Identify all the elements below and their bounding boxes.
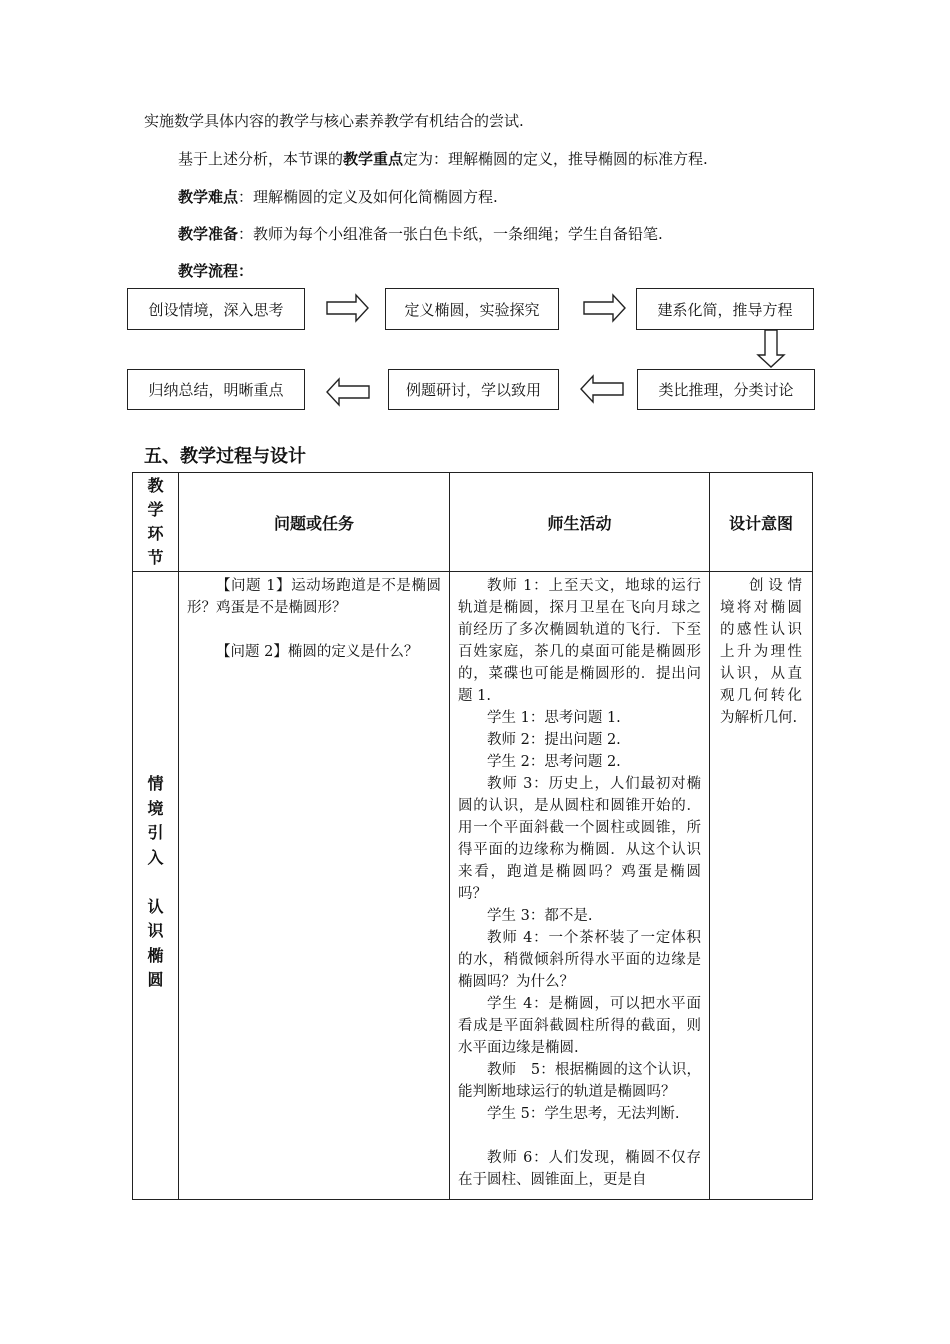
stage-chars bbox=[133, 572, 178, 993]
task-question-2: 【问题 2】椭圆的定义是什么？ bbox=[216, 644, 419, 660]
activity-list bbox=[450, 572, 709, 1191]
down-arrow-icon bbox=[756, 329, 786, 369]
stage-char: 情 bbox=[147, 774, 164, 793]
preparation-text: ：教师为每个小组准备一张白色卡纸，一条细绳；学生自备铅笔. bbox=[238, 225, 663, 243]
stage-cell bbox=[133, 572, 179, 1200]
stage-header-char: 教 bbox=[147, 476, 164, 495]
intent-header: 设计意图 bbox=[710, 473, 813, 572]
intro-line-1: 实施数学具体内容的教学与核心素养教学有机结合的尝试. bbox=[144, 112, 524, 130]
flow-step-6 bbox=[127, 369, 305, 410]
preparation-label: 教学准备 bbox=[178, 225, 239, 243]
left-arrow-icon bbox=[325, 377, 371, 407]
activity-item: 学生 5：学生思考，无法判断. bbox=[487, 1106, 680, 1122]
flow-step-1-label: 创设情境，深入思考 bbox=[148, 300, 284, 319]
stage-header-char: 学 bbox=[147, 500, 164, 519]
key-points-text: 定为：理解椭圆的定义，推导椭圆的标准方程. bbox=[403, 150, 708, 168]
stage-header-char: 环 bbox=[147, 524, 164, 543]
activity-item: 学生 2：思考问题 2. bbox=[487, 754, 621, 770]
task-header: 问题或任务 bbox=[179, 473, 450, 572]
activity-item: 教师 6：人们发现，椭圆不仅存在于圆柱、圆锥面上，更是自 bbox=[458, 1150, 701, 1188]
difficulty-line bbox=[178, 186, 498, 207]
flow-step-3-label: 建系化简，推导方程 bbox=[657, 300, 793, 319]
key-points-line bbox=[178, 148, 708, 169]
right-arrow-icon bbox=[326, 293, 370, 323]
flow-step-2-label: 定义椭圆，实验探究 bbox=[404, 300, 540, 319]
activity-item: 教师 4：一个茶杯装了一定体积的水，稍微倾斜所得水平面的边缘是椭圆吗？为什么？ bbox=[458, 930, 701, 990]
task-list bbox=[179, 572, 449, 663]
task-question-1: 【问题 1】运动场跑道是不是椭圆形？鸡蛋是不是椭圆形？ bbox=[187, 578, 441, 616]
flow-step-3 bbox=[636, 288, 814, 330]
stage-header bbox=[133, 473, 179, 572]
stage-header-char: 节 bbox=[147, 548, 164, 567]
intent-text: 创设情境将对椭圆的感性认识上升为理性认识，从直观几何转化为解析几何. bbox=[720, 578, 802, 726]
activity-item: 学生 1：思考问题 1. bbox=[487, 710, 621, 726]
key-points-prefix: 基于上述分析，本节课的 bbox=[178, 150, 344, 168]
activity-item: 学生 4：是椭圆，可以把水平面看成是平面斜截圆柱所得的截面，则水平面边缘是椭圆. bbox=[458, 996, 701, 1056]
left-arrow-icon bbox=[579, 374, 625, 404]
flow-step-5-label: 例题研讨，学以致用 bbox=[405, 381, 541, 399]
right-arrow-icon bbox=[583, 293, 627, 323]
activity-item: 教师 5：根据椭圆的这个认识，能判断地球运行的轨道是椭圆吗？ bbox=[458, 1062, 701, 1100]
activity-cell bbox=[450, 572, 710, 1200]
table-row bbox=[133, 572, 813, 1200]
task-cell bbox=[179, 572, 450, 1200]
stage-char: 椭 bbox=[147, 945, 164, 965]
teaching-process-table bbox=[132, 472, 813, 1200]
stage-char: 圆 bbox=[147, 970, 164, 989]
activity-item: 教师 3：历史上，人们最初对椭圆的认识，是从圆柱和圆锥开始的．用一个平面斜截一个圆柱或圆锥，所得平面的边缘称为椭圆．从这个认识来看，跑道是椭圆吗？鸡蛋是椭圆吗？ bbox=[458, 776, 701, 902]
key-points-label: 教学重点 bbox=[343, 150, 404, 168]
flow-step-1 bbox=[127, 288, 305, 330]
stage-char: 境 bbox=[147, 798, 164, 818]
flow-step-4-label: 类比推理，分类讨论 bbox=[658, 381, 794, 399]
difficulty-label: 教学难点 bbox=[178, 188, 239, 206]
stage-char: 引 bbox=[147, 823, 164, 842]
activity-item: 教师 2：提出问题 2. bbox=[487, 732, 621, 748]
intent-text-wrap bbox=[710, 572, 812, 729]
flow-label: 教学流程： bbox=[178, 262, 254, 280]
flow-step-2 bbox=[385, 288, 559, 330]
activity-item: 教师 1：上至天文，地球的运行轨道是椭圆，探月卫星在飞向月球之前经历了多次椭圆轨道的飞行．下至百姓家庭，茶几的桌面可能是椭圆形的，菜碟也可能是椭圆形的．提出问题 1. bbox=[458, 578, 701, 704]
flow-step-5 bbox=[388, 369, 559, 410]
activity-header: 师生活动 bbox=[450, 473, 710, 572]
stage-header-chars bbox=[133, 474, 178, 570]
flow-step-6-label: 归纳总结，明晰重点 bbox=[148, 381, 284, 399]
table-header-row bbox=[133, 473, 813, 572]
stage-char: 识 bbox=[147, 921, 164, 940]
section-title: 五、教学过程与设计 bbox=[144, 446, 306, 467]
difficulty-text: ：理解椭圆的定义及如何化简椭圆方程. bbox=[238, 188, 498, 206]
stage-char: 认 bbox=[147, 896, 164, 916]
stage-char: 入 bbox=[147, 847, 164, 867]
flow-step-4 bbox=[637, 369, 815, 410]
intent-cell bbox=[710, 572, 813, 1200]
activity-item: 学生 3：都不是. bbox=[487, 908, 593, 924]
preparation-line bbox=[178, 223, 663, 244]
